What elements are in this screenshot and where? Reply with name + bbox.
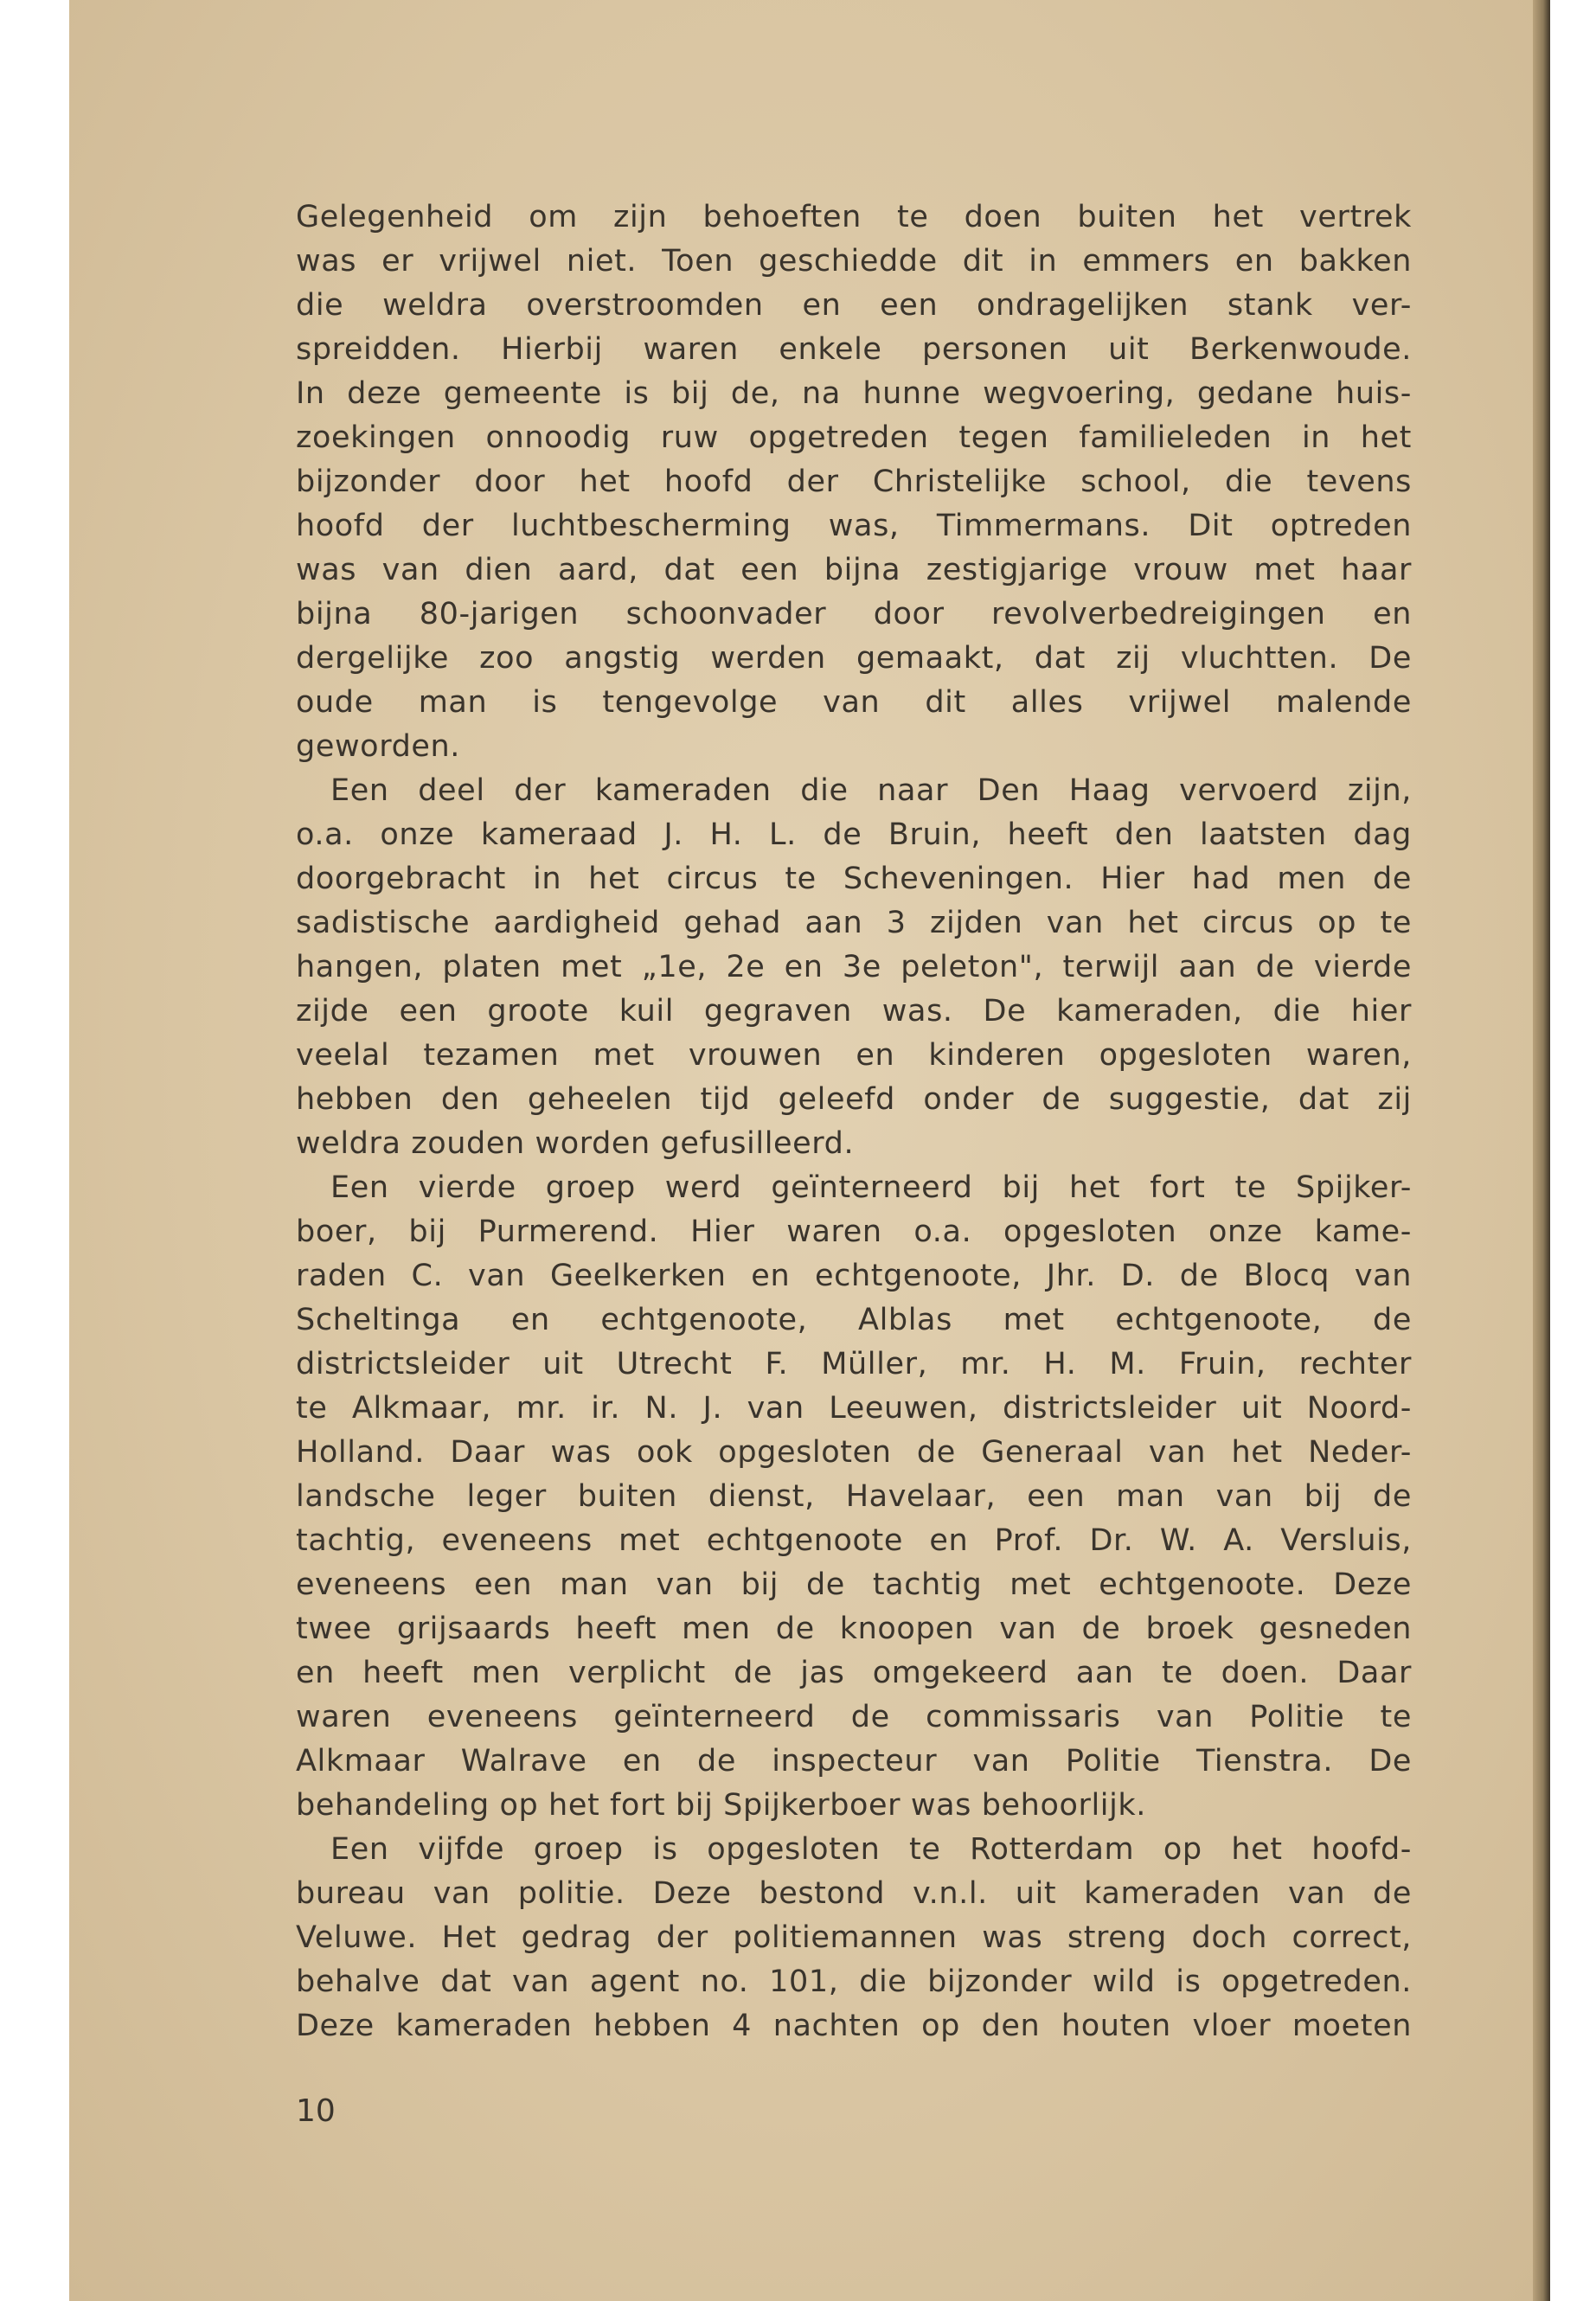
text-line: spreidden. Hierbij waren enkele personen uit Berkenwoude. bbox=[296, 332, 1412, 367]
text-line: Scheltinga en echtgenoote, Alblas met echtgenoote, de bbox=[296, 1303, 1412, 1337]
text-line: dergelijke zoo angstig werden gemaakt, dat zij vluchtten. De bbox=[296, 641, 1412, 676]
text-line: weldra zouden worden gefusilleerd. bbox=[296, 1126, 855, 1161]
page-number: 10 bbox=[296, 2093, 336, 2129]
text-line: eveneens een man van bij de tachtig met echtgenoote. Deze bbox=[296, 1567, 1412, 1602]
text-line: sadistische aardigheid gehad aan 3 zijden van het circus op te bbox=[296, 906, 1412, 940]
book-page bbox=[69, 0, 1533, 2301]
text-line: Holland. Daar was ook opgesloten de Generaal van het Neder- bbox=[296, 1435, 1412, 1470]
text-line: Een deel der kameraden die naar Den Haag vervoerd zijn, bbox=[330, 773, 1412, 808]
text-line: bijzonder door het hoofd der Christelijke school, die tevens bbox=[296, 465, 1412, 499]
text-line: te Alkmaar, mr. ir. N. J. van Leeuwen, districtsleider uit Noord- bbox=[296, 1391, 1412, 1426]
text-line: die weldra overstroomden en een ondragelijken stank ver- bbox=[296, 288, 1412, 323]
text-line: behalve dat van agent no. 101, die bijzonder wild is opgetreden. bbox=[296, 1965, 1412, 1999]
text-line: hangen, platen met „1e, 2e en 3e peleton", terwijl aan de vierde bbox=[296, 950, 1412, 984]
text-line: boer, bij Purmerend. Hier waren o.a. opgesloten onze kame- bbox=[296, 1215, 1412, 1249]
text-line: hebben den geheelen tijd geleefd onder de suggestie, dat zij bbox=[296, 1082, 1412, 1117]
text-line: In deze gemeente is bij de, na hunne wegvoering, gedane huis- bbox=[296, 376, 1412, 411]
text-line: districtsleider uit Utrecht F. Müller, mr. H. M. Fruin, rechter bbox=[296, 1347, 1412, 1381]
text-line: Veluwe. Het gedrag der politiemannen was streng doch correct, bbox=[296, 1920, 1412, 1955]
text-line: Alkmaar Walrave en de inspecteur van Politie Tienstra. De bbox=[296, 1744, 1412, 1779]
text-line: behandeling op het fort bij Spijkerboer was behoorlijk. bbox=[296, 1788, 1147, 1823]
text-line: veelal tezamen met vrouwen en kinderen opgesloten waren, bbox=[296, 1038, 1412, 1073]
text-line: twee grijsaards heeft men de knoopen van de broek gesneden bbox=[296, 1612, 1412, 1646]
text-line: oude man is tengevolge van dit alles vrijwel malende bbox=[296, 685, 1412, 720]
page-edge bbox=[1533, 0, 1550, 2301]
text-line: geworden. bbox=[296, 729, 461, 764]
text-line: Gelegenheid om zijn behoeften te doen buiten het vertrek bbox=[296, 200, 1412, 234]
text-line: Een vijfde groep is opgesloten te Rotterdam op het hoofd- bbox=[330, 1832, 1412, 1867]
text-line: Een vierde groep werd geïnterneerd bij het fort te Spijker- bbox=[330, 1170, 1412, 1205]
text-line: o.a. onze kameraad J. H. L. de Bruin, heeft den laatsten dag bbox=[296, 817, 1412, 852]
body-text bbox=[296, 195, 1412, 2048]
text-line: hoofd der luchtbescherming was, Timmermans. Dit optreden bbox=[296, 509, 1412, 543]
text-line: tachtig, eveneens met echtgenoote en Prof. Dr. W. A. Versluis, bbox=[296, 1523, 1412, 1558]
text-line: was er vrijwel niet. Toen geschiedde dit in emmers en bakken bbox=[296, 244, 1412, 279]
text-line: zijde een groote kuil gegraven was. De kameraden, die hier bbox=[296, 994, 1412, 1029]
text-line: bijna 80-jarigen schoonvader door revolverbedreigingen en bbox=[296, 597, 1412, 631]
text-line: Deze kameraden hebben 4 nachten op den houten vloer moeten bbox=[296, 2009, 1412, 2043]
text-line: was van dien aard, dat een bijna zestigjarige vrouw met haar bbox=[296, 553, 1412, 587]
text-line: doorgebracht in het circus te Scheveningen. Hier had men de bbox=[296, 862, 1412, 896]
text-line: zoekingen onnoodig ruw opgetreden tegen familieleden in het bbox=[296, 420, 1412, 455]
text-line: landsche leger buiten dienst, Havelaar, een man van bij de bbox=[296, 1479, 1412, 1514]
text-line: en heeft men verplicht de jas omgekeerd aan te doen. Daar bbox=[296, 1656, 1412, 1690]
text-line: bureau van politie. Deze bestond v.n.l. uit kameraden van de bbox=[296, 1876, 1412, 1911]
text-line: raden C. van Geelkerken en echtgenoote, Jhr. D. de Blocq van bbox=[296, 1259, 1412, 1293]
text-line: waren eveneens geïnterneerd de commissaris van Politie te bbox=[296, 1700, 1412, 1734]
